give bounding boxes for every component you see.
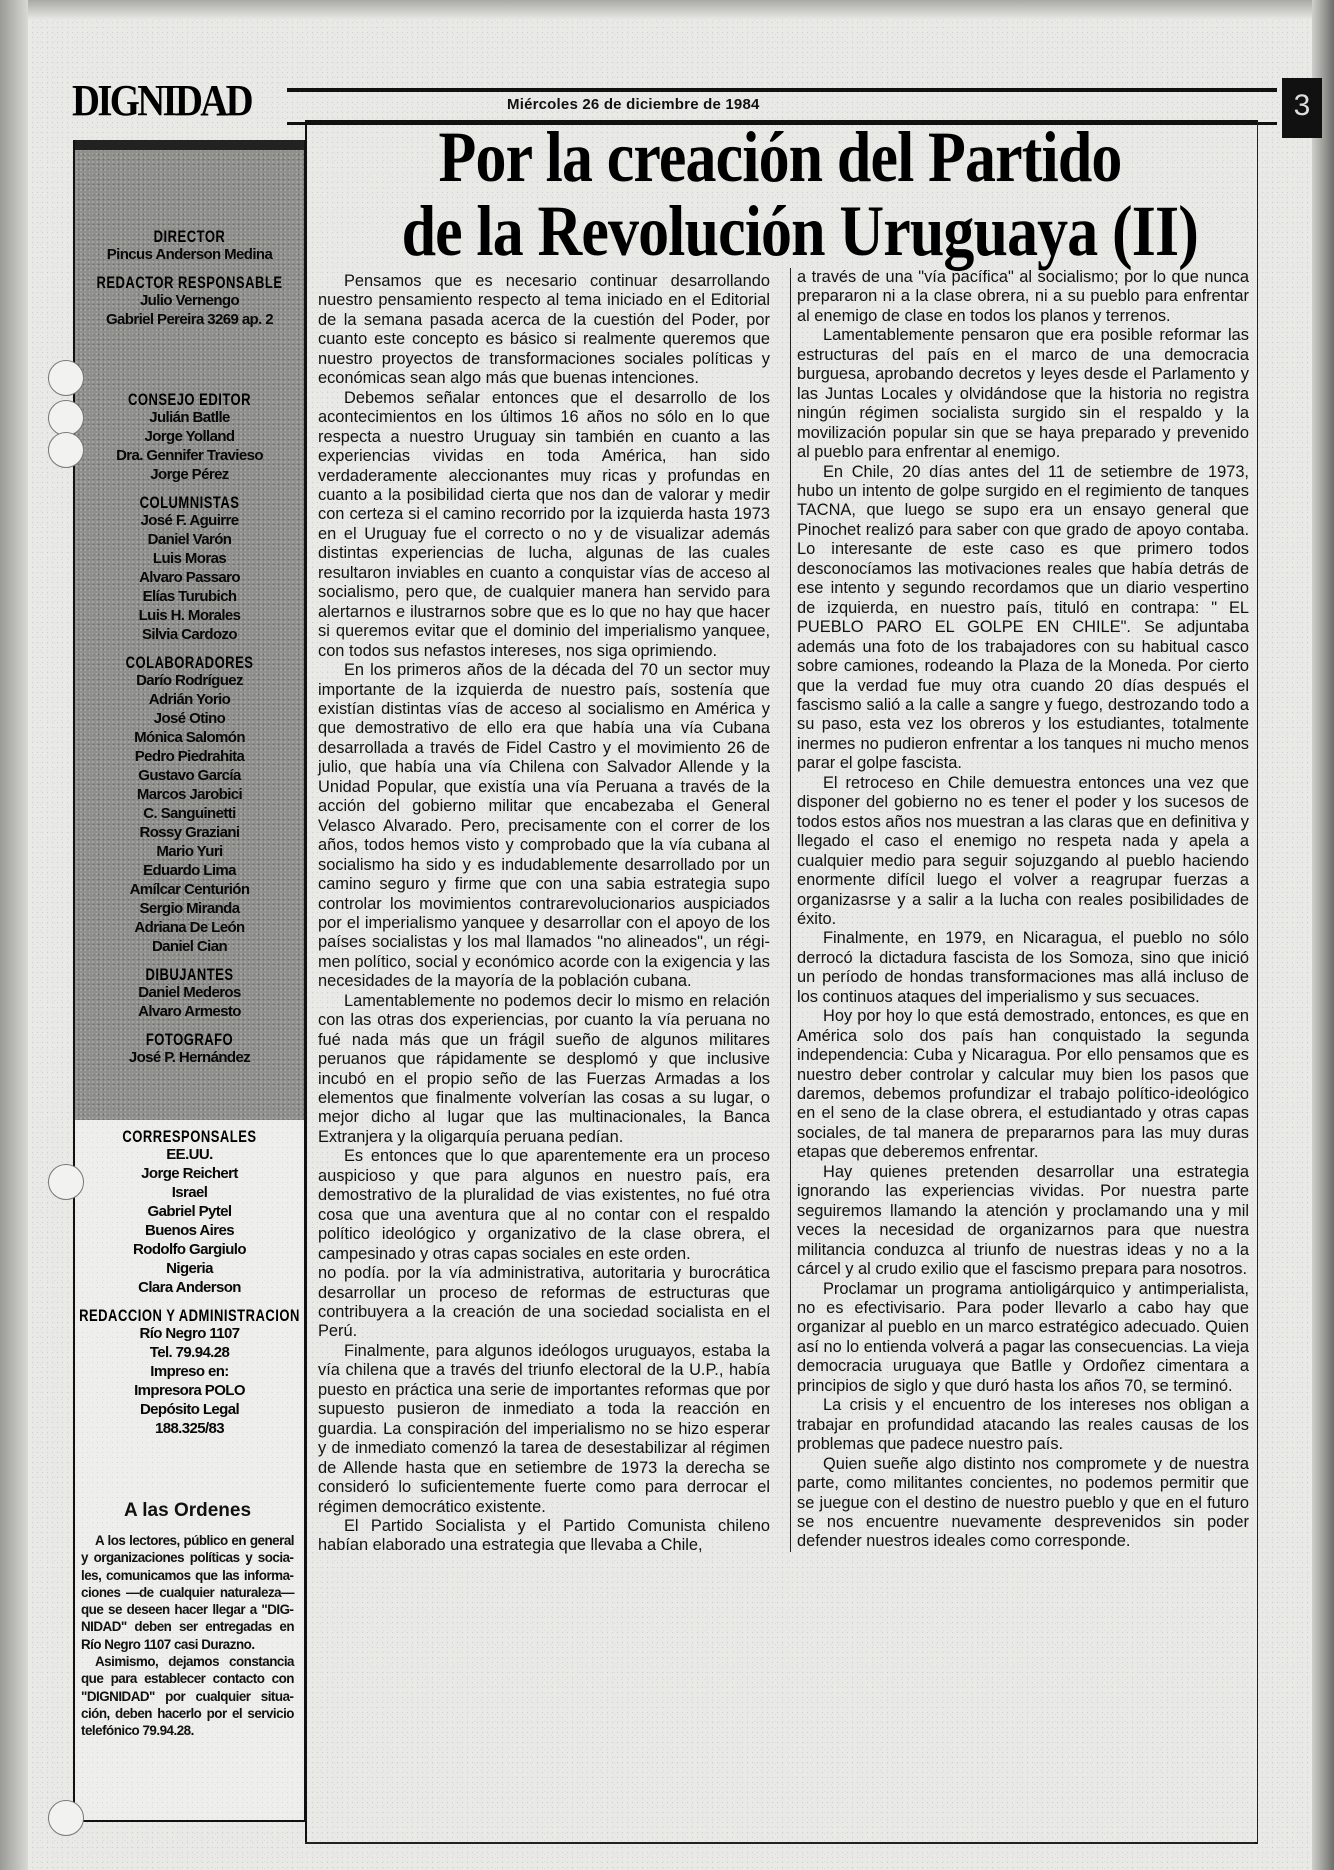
paragraph: El retroceso en Chile demuestra entonces una vez que disponer del gobierno no es tener el poder y los sucesos de todos estos años nos muestran a las claras que en definitiva y llegado el caso el enemigo no respeta nada y apela a cualquier medio para seguir sojuzgando al pueblo haciendo enormente difícil luego el volver a reagrupar fuerzas a organizasrse y a salir a la lucha con reales posibilidades de éxito. (797, 773, 1249, 928)
staff-name: Adrián Yorio (148, 691, 231, 708)
binder-hole (48, 1800, 84, 1836)
staff-name: Mario Yuri (156, 843, 223, 860)
staff-name: Luis H. Morales (138, 607, 241, 624)
staff-name: Luis Moras (152, 550, 227, 567)
page-number: 3 (1282, 78, 1322, 138)
staff-heading-redaccion: REDACCION Y ADMINISTRACION (79, 1306, 300, 1325)
paragraph: La crisis y el encuentro de los intereses nos obligan a trabajar en profundidad atacando las reales causas de los problemas que padece nuestro país. (797, 1396, 1249, 1454)
staff-name: Darío Rodríguez (136, 672, 243, 689)
binder-hole (48, 1164, 84, 1200)
staff-name: Dra. Gennifer Travieso (116, 447, 263, 464)
paragraph: Proclamar un programa antioligárquico y antimperialista, no es efectivisario. Para poder llevarlo a cabo hay que organizar al pueblo en un marco estratégico adecuado. Quien así no lo entienda volverá a pagar las consecuencias. La vieja democracia uruguaya que Batlle y Ordoñez cimentara a principios de siglo y que duró hasta los años 70, se terminó. (797, 1279, 1249, 1395)
staff-name: Gabriel Pytel (147, 1203, 232, 1220)
staff-name: Sergio Miranda (139, 900, 240, 917)
staff-name: Jorge Pérez (150, 466, 229, 483)
staff-name: Alvaro Passaro (139, 569, 240, 586)
newspaper-logo: DIGNIDAD (72, 76, 251, 125)
staff-name: EE.UU. (166, 1146, 213, 1163)
paragraph: Finalmente, en 1979, en Nicaragua, el pueblo no sólo derrocó la dictadura fascista de los Somoza, sino que inició un período de hondas transformaciones mas allá incluso de los continuos ataques del imperialismo y sus secuaces. (797, 929, 1249, 1006)
article-column-right (790, 268, 1249, 1552)
staff-info: Impresora POLO (134, 1382, 245, 1399)
headline-line-1: Por la creación del Partido (438, 117, 1122, 197)
staff-name: José F. Aguirre (140, 512, 239, 529)
binder-hole (48, 432, 84, 468)
staff-name: Buenos Aires (145, 1222, 234, 1239)
staff-heading-consejo-editor: CONSEJO EDITOR (127, 390, 252, 409)
staff-name: Elías Turubich (142, 588, 237, 605)
staff-heading-redactor: REDACTOR RESPONSABLE (96, 273, 283, 292)
staff-heading-director: DIRECTOR (153, 227, 226, 246)
staff-heading-columnistas: COLUMNISTAS (139, 493, 240, 512)
notice-title: A las Ordenes (123, 1500, 252, 1521)
staff-name: Julián Batlle (149, 409, 230, 426)
paragraph: El Partido Socialista y el Partido Comunista chileno habían elaborado una estrategia que llevaba a Chile, (318, 1517, 770, 1555)
paragraph: Lamentablemente pensaron que era posible reformar las estructuras del país en el marco de una democracia burguesa, aprobando decretos y leyes desde el Parlamento y las Juntas Locales y olvidándose que la historia no registra ningún régimen socialista surgido sin el respaldo y la movilización popular sin que se haya preparado y prevenido al pueblo para enfrentar al enemigo. (797, 326, 1249, 462)
staff-sidebar (73, 140, 302, 1820)
binder-hole (48, 400, 84, 436)
masthead-rule-top (287, 88, 1277, 92)
notice-paragraph: A los lectores, público en general y organizaciones políticas y sociales, comunicamos que las informaciones —de cualquier naturaleza— que se deseen hacer llegar a "DIGNIDAD" deben ser entregadas en Río Negro 1107 casi Durazno. (81, 1533, 294, 1652)
staff-name: José P. Hernández (128, 1049, 251, 1066)
staff-name: Nigeria (166, 1260, 213, 1277)
staff-info: Depósito Legal (139, 1401, 240, 1418)
paragraph: Hoy por hoy lo que está demostrado, entonces, es que en América solo dos país han conquistado la segunda independencia: Cuba y Nicaragua. Por ello pensamos que es nuestro deber controlar y calcular muy bien los pasos que daremos, debemos profundizar el trabajo político-ideológico en el seno de la clase obrera, el estudiantado y otras capas sociales, de tal manera de prepararnos para las muy duras etapas que deberemos enfrentar. (797, 1007, 1249, 1162)
staff-box (73, 140, 306, 1120)
paragraph: Lamentablemente no podemos decir lo mismo en relación con las otras dos experiencias, por cuanto la vía peruana no fué nada más que un frágil sueño de algunos militares peruanos que rápidamente se desplomó y que inclusive incubó en el propio seño de las Fuerzas Armadas a los elementos que finalmente volverían las cosas a su lugar, o mejor dicho al lugar que las multinacionales, la Banca Extranjera y la oligarquía peruana pedían. (318, 991, 770, 1146)
headline (401, 117, 1199, 271)
notice-paragraph: Asimismo, dejamos constancia que para establecer contacto con "DIGNIDAD" por cualquier situación, deben hacerlo por el servicio telefónico 79.94.28. (81, 1654, 294, 1739)
staff-box-top-bar (75, 140, 304, 150)
staff-name: Daniel Mederos (138, 984, 241, 1001)
staff-name: Gustavo García (138, 767, 241, 784)
staff-name: Rossy Graziani (139, 824, 240, 841)
paragraph: Pensamos que es necesario continuar desarrollando nuestro pensamiento respecto al tema iniciado en el Editorial de la semana pasada acerca de la cuestión del Poder, por cuanto este concepto es básico si realmente queremos que nuestro proyectos de transformaciones sociales políticas y económicas sean algo más que buenas intenciones. (318, 272, 770, 388)
article-column-left (318, 272, 770, 1556)
staff-name: C. Sanguinetti (143, 805, 236, 822)
staff-heading-corresponsales: CORRESPONSALES (122, 1127, 257, 1146)
page-top-edge (0, 0, 1334, 20)
staff-info: 188.325/83 (154, 1420, 225, 1437)
staff-name: Mónica Salomón (134, 729, 245, 746)
page-right-edge (1312, 0, 1334, 1870)
staff-name: Jorge Yolland (144, 428, 235, 445)
staff-name: Pincus Anderson Medina (106, 246, 273, 263)
paragraph: a través de una "vía pacífica" al socialismo; por lo que nunca prepararon ni a la clase obrera, ni a su pueblo para enfrentar al enemigo de clase en todos los planos y terrenos. (797, 268, 1249, 325)
notice-body (81, 1532, 294, 1740)
binder-hole (48, 360, 84, 396)
staff-name: Clara Anderson (138, 1279, 241, 1296)
correspondents-list (75, 1128, 304, 1438)
staff-info: Río Negro 1107 (139, 1325, 240, 1342)
paragraph: no podía. por la vía administrativa, autoritaria y burocrática desarrollar un proceso de reformas de estructuras que contribuyera a la creación de una sociedad socialista en el Perú. (318, 1264, 770, 1341)
staff-name: Silvia Cardozo (142, 626, 237, 643)
staff-name: Adriana De León (134, 919, 245, 936)
headline-line-2: de la Revolución Uruguaya (II) (401, 191, 1199, 271)
staff-name: Rodolfo Gargiulo (133, 1241, 246, 1258)
staff-name: Daniel Varón (147, 531, 232, 548)
page-left-edge (0, 0, 28, 1870)
paragraph: Finalmente, para algunos ideólogos uruguayos, estaba la vía chilena que a través del triunfo electoral de la U.P., había puesto en práctica una serie de importantes reformas que por supuesto pusieron de inmediato a toda la reacción en guardia. La conspiración del imperialismo no se hizo esperar y de inmediato comenzó la tarea de desestabilizar al régimen de Allende hasta que en setiembre de 1973 la derecha se consideró lo suficientemente fuerte como para derrocar el régimen democrático existente. (318, 1341, 770, 1516)
paragraph: Debemos señalar entonces que el desarrollo de los acontecimientos en los últimos 16 años no sólo en lo que respecta a nuestro Uruguay sin también en cuanto a las experiencias vividas en toda América, han sido verdaderamente aleccionantes muy ricas y profundas en cuanto a la posibilidad cierta que nos dan de valorar y medir con certeza si el camino recorrido por la izquierda hasta 1973 en el Uruguay fue el correcto o no y de visualizar además distintas experiencias de lucha, algunas de las cuales resultaron inviables en cuanto a conquistar vías de acceso al socialismo, pero que, de cualquier manera han servido para alertarnos e ilustrarnos sobre que es lo que no hay que hacer si queremos evitar que el dominio del imperialismo yanquee, con todos sus nefastos intereses, nos siga oprimiendo. (318, 388, 770, 660)
staff-name: Alvaro Armesto (138, 1003, 241, 1020)
staff-name: Israel (171, 1184, 208, 1201)
staff-name: Amílcar Centurión (129, 881, 250, 898)
paragraph: Hay quienes pretenden desarrollar una estrategia ignorando las experiencias vividas. Por nuestra parte seguiremos llamando la atención y proclamando una y mil veces la necesidad de organizarnos para que nuestra militancia conduzca al triunfo de nuestras ideas y no a la cárcel y al crudo exilio que el fascismo prepara para nosotros. (797, 1162, 1249, 1279)
staff-name: Daniel Cian (151, 938, 228, 955)
staff-name: Pedro Piedrahita (134, 748, 245, 765)
staff-list (75, 228, 304, 1067)
paragraph: En Chile, 20 días antes del 11 de setiembre de 1973, hubo un intento de golpe surgido en el regimiento de tanques TACNA, que luego se supo era un ensayo general que Pinochet realizó para saber con que grado de apoyo contaba. Lo interesante de este caso es que primero todos desconocíamos las motivaciones reales que había detrás de ese intento y segundo recordamos que un diario vespertino de izquierda, en nuestro país, tituló en contrapa: " EL PUEBLO PARO EL GOLPE EN CHILE". Se adjuntaba además una foto de los trabajadores con su habitual casco sobre camiones, rodeando la Plaza de la Moneda. Por cierto que la verdad fue muy otra cuando 20 días después el fascismo salió a la calle a sangre y fuego, destrozando todo a su paso, esta vez los obreros y los estudiantes, totalmente inermes no pudieron enfrentar a los tanques ni mucho menos parar el golpe fascista. (797, 462, 1249, 773)
staff-name: José Otino (153, 710, 226, 727)
staff-heading-dibujantes: DIBUJANTES (145, 965, 234, 984)
staff-name: Jorge Reichert (141, 1165, 238, 1182)
staff-info: Tel. 79.94.28 (149, 1344, 230, 1361)
paragraph: Es entonces que lo que aparentemente era un proceso auspicioso y que para algunos en nuestro país, era demostrativo de la pluralidad de vias existentes, no fué otra cosa que una aventura que al no contar con el respaldo político ideológico y organizativo de la clase obrera, el campesinado y otras capas sociales en este orden. (318, 1147, 770, 1263)
staff-address: Gabriel Pereira 3269 ap. 2 (105, 311, 273, 328)
issue-date: Miércoles 26 de diciembre de 1984 (507, 96, 760, 113)
staff-heading-fotografo: FOTOGRAFO (145, 1030, 234, 1049)
staff-name: Julio Vernengo (139, 292, 240, 309)
staff-name: Marcos Jarobici (136, 786, 243, 803)
bottom-rule (305, 1842, 1255, 1844)
staff-heading-colaboradores: COLABORADORES (125, 653, 254, 672)
staff-name: Eduardo Lima (143, 862, 236, 879)
paragraph: En los primeros años de la década del 70 un sector muy importante de la izquierda de nuestro país, sostenía que existían distintas vías de acceso al socialismo en América y que demostrativo de ello era que había una vía Cubana desarrollada a través de Fidel Castro y el movimiento 26 de julio, que había una vía Chilena con Salvador Allende y la Unidad Popular, que existía una vía Peruana a través de la acción del gobierno militar que encabezaba el General Velasco Alvarado. Pero, precisamente con el correr de los años, todos hemos visto y comprobado que la vía cubana al socialismo ha sido y es indudablemente desarrollado por un camino seguro y firme que con una sabia estrategia supo controlar los movimientos contrarevolucionarios auspiciados por el imperialismo yanquee y desarrollar con el apoyo de los países socialistas y los mal llamados "no alineados", un régimen político, social y económico acorde con la exigencia y las necesidades de la mayoría de la población cubana. (318, 661, 770, 991)
staff-info: Impreso en: (150, 1363, 229, 1380)
paragraph: Quien sueñe algo distinto nos compromete y de nuestra parte, como militantes concientes, no podemos permitir que se juegue con el destino de nuestro pueblo y que en el futuro se nos encuentre nuevamente desprevenidos sin poder defender nuestros ideales como corresponde. (797, 1454, 1249, 1551)
